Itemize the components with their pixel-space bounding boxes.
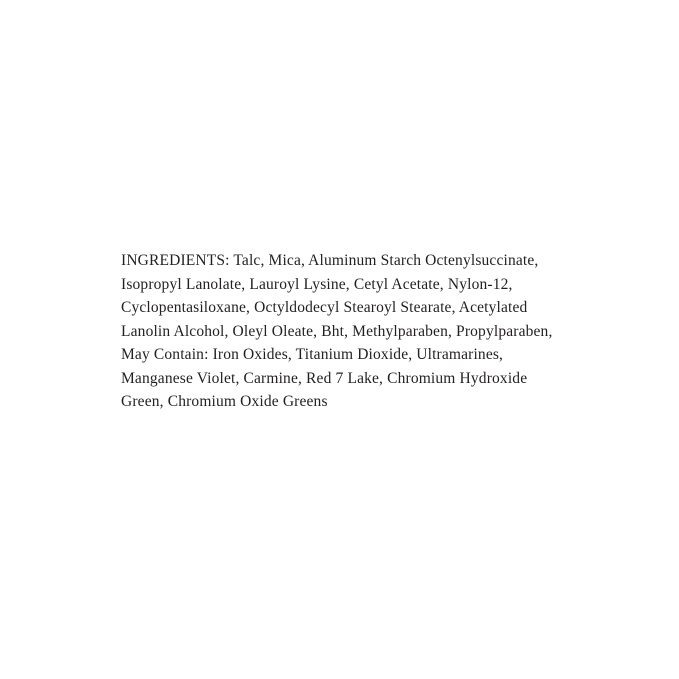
ingredients-paragraph: INGREDIENTS: Talc, Mica, Aluminum Starch Octenylsuccinate, Isopropyl Lanolate, Lauroyl Lysine, Cetyl Acetate, Nylon-12, Cyclopentasiloxane, Octyldodecyl Stearoyl Stearate, Acetylated Lanolin Alcohol, Oleyl Oleate, Bht, Methylparaben, Propylparaben, May Contain: Iron Oxides, Titanium Dioxide, Ultramarines, Manganese Violet, Carmine, Red 7 Lake, Chromium Hydroxide Green, Chromium Oxide Greens — [121, 252, 557, 410]
ingredients-block — [121, 249, 571, 414]
